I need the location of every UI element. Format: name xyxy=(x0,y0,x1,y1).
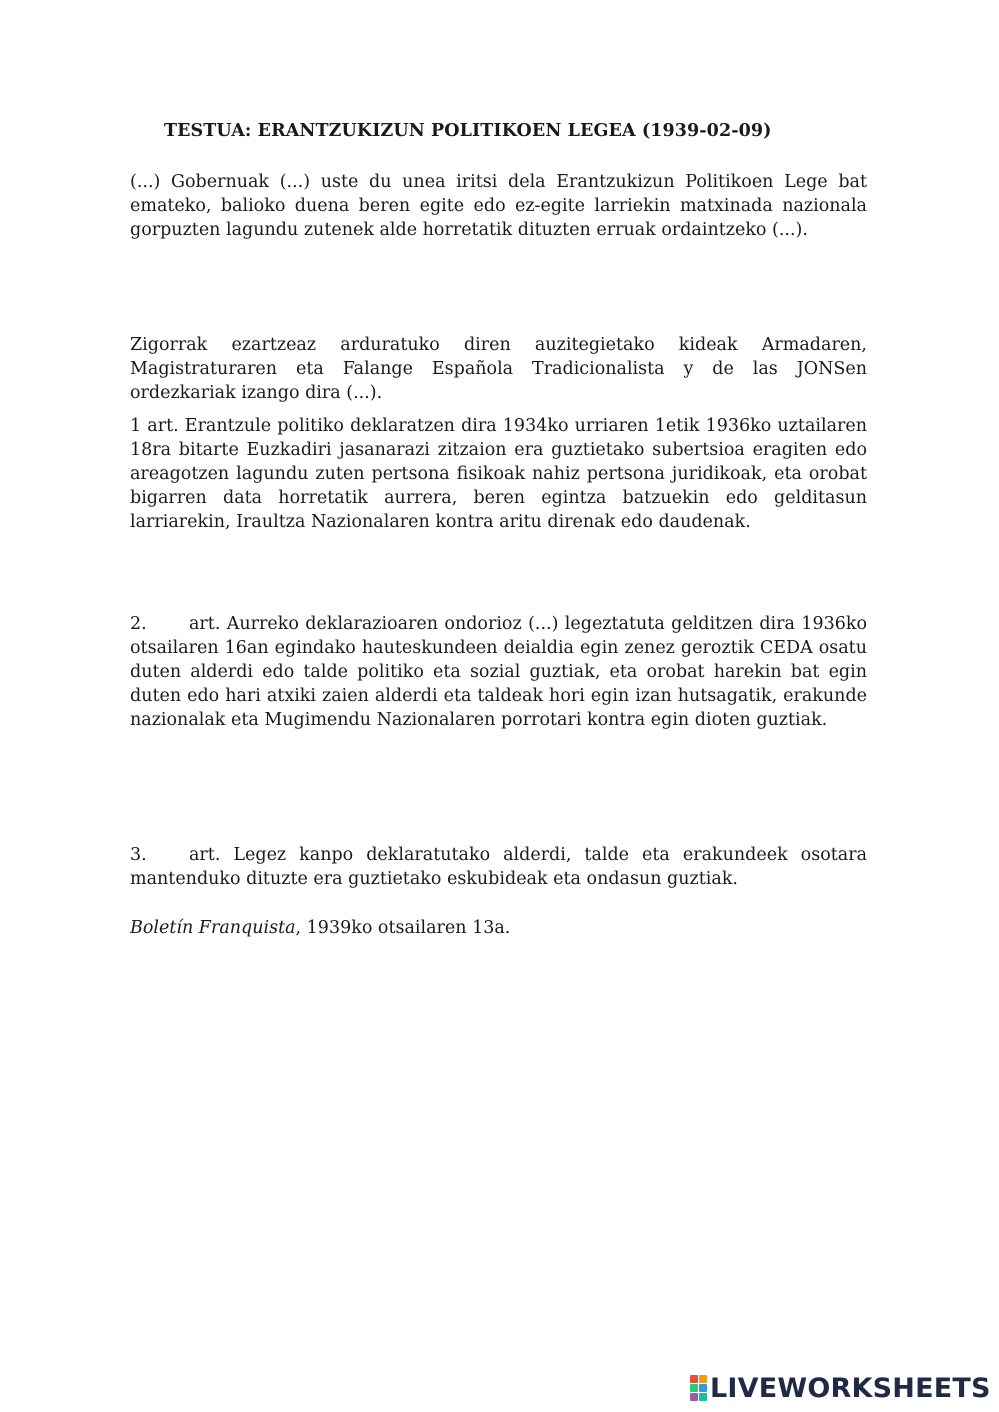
article-3-text: art. Legez kanpo deklaratutako alderdi, talde eta erakundeek osotara mantenduko dituzte era guztietako eskubideak eta ondasun guztiak. xyxy=(130,845,867,889)
article-3-paragraph xyxy=(130,843,867,891)
logo-text: LIVEWORKSHEETS xyxy=(710,1372,991,1404)
article-2-text: art. Aurreko deklarazioaren ondorioz (...) legeztatuta gelditzen dira 1936ko otsailaren 16an egindako hauteskundeen deialdia egin zenez geroztik CEDA osatu duten alderdi edo talde politiko eta sozial guztiak, eta orobat harekin bat egin duten edo hari atxiki zaien alderdi eta taldeak hori egin izan hutsagatik, erakunde nazionalak eta Mugimendu Nazionalaren porrotari kontra egin dioten guztiak. xyxy=(130,614,867,730)
logo-tile xyxy=(699,1375,707,1383)
liveworksheets-logo-icon xyxy=(690,1375,707,1401)
logo-tile xyxy=(699,1384,707,1392)
source-title: Boletín Franquista xyxy=(130,918,296,938)
article-3-number: 3. xyxy=(130,845,147,865)
zigorrak-paragraph: Zigorrak ezartzeaz arduratuko diren auzitegietako kideak Armadaren, Magistraturaren eta Falange Española Tradicionalista y de las JONSen ordezkariak izango dira (...). xyxy=(130,335,867,403)
article-2-number: 2. xyxy=(130,614,147,634)
logo-tile xyxy=(690,1393,698,1401)
logo-tile xyxy=(690,1375,698,1383)
article-1-paragraph: 1 art. Erantzule politiko deklaratzen dira 1934ko urriaren 1etik 1936ko uztailaren 18ra bitarte Euzkadiri jasanarazi zitzaion era guztietako subertsioa eragiten edo areagotzen lagundu zuten pertsona fisikoak nahiz pertsona juridikoak, eta orobat bigarren data horretatik aurrera, beren egintza batzuekin edo gelditasun larriarekin, Iraultza Nazionalaren kontra aritu direnak edo daudenak. xyxy=(130,416,867,532)
logo-tile xyxy=(699,1393,707,1401)
document-title: TESTUA: ERANTZUKIZUN POLITIKOEN LEGEA (1939-02-09) xyxy=(164,121,772,141)
logo-tile xyxy=(690,1384,698,1392)
liveworksheets-logo[interactable] xyxy=(690,1373,991,1403)
intro-paragraph: (...) Gobernuak (...) uste du unea iritsi dela Erantzukizun Politikoen Lege bat emateko, balioko duena beren egite edo ez-egite larriekin matxinada nazionala gorpuzten lagundu zutenek alde horretatik dituzten erruak ordaintzeko (...). xyxy=(130,172,867,240)
source-citation xyxy=(130,916,867,940)
article-2-paragraph xyxy=(130,612,867,732)
source-date: , 1939ko otsailaren 13a. xyxy=(295,918,511,938)
